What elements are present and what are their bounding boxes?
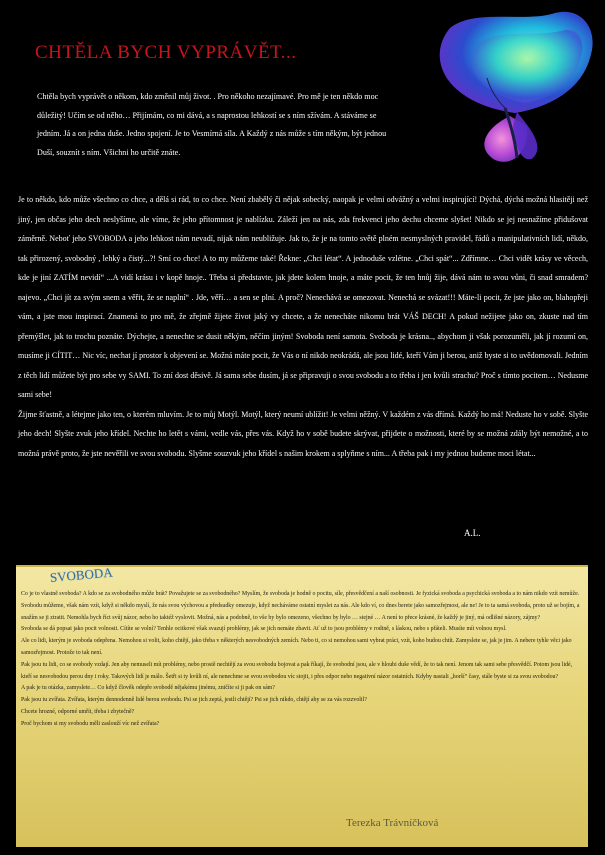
svoboda-panel bbox=[16, 565, 588, 847]
panel-paragraph: Proč bychom si my svobodu měli zaslouží víc než zvířata? bbox=[21, 720, 160, 727]
panel-paragraph: Chcete hrozné, odporné umřít, třeba i zbytečně? bbox=[21, 708, 135, 715]
panel-text bbox=[21, 589, 581, 731]
page-title: CHTĚLA BYCH VYPRÁVĚT... bbox=[35, 42, 297, 63]
panel-paragraph: Svoboda se dá popsat jako pocit volnosti. Cítíte se volní? Tenhle ocitkové však svazují problémy, jak se jich nemáte zbavit. Ať už to jsou problémy v rodině, s láskou, nebo s přáteli. Musíte mít volnou mysl. bbox=[21, 626, 507, 633]
panel-paragraph: Co je to vlastně svoboda? A kdo se za svobodného může brát? Považujete se za svobodného? Myslím, že svoboda je hodně o pocitu, síle, přesvědčení a naší osobnosti. Je fyzická svoboda a psychická svoboda a to nám nikdo vzít nemůže. Svobodu můžeme, však nám vzít, když si někdo myslí, že nás svou výchovou a předsudky omezuje, když necháváme ostatní myslet za nás. Ale kdo ví, co dnes berete jako samozřejmost, ale ne! Je to ta samá svoboda, proto už se bojím, a snažím se ji ztratit. Nemohla bych říct svůj názor, nebo ho taktéž vyslovit. Možná, nás a podobně, to vše by bylo omezeno, všechno by bylo … stejné … A není to přece krásné, že každý je jiný, má odlišné názory, zájmy? bbox=[21, 591, 580, 621]
panel-author: Terezka Trávníčková bbox=[346, 817, 439, 829]
signoff: A.L. bbox=[464, 528, 481, 538]
panel-paragraph: Pak jsou tu lidi, co se svobody vzdají. Jen aby nemuseli mít problémy, nebo prostě nechtějí za svou svobodu bojovat a pak říkají, že svobodní jsou, ale v hloubi duše vědí, že to tak není. Jenom tak sami sebe přesvědčí. Potom jsou lidé, kteří se nesvobodou perou dny i roky. Takových lidí je málo. Šetři si ty kvůli ní, ale nenechme se svou svobodou víc stojit, i přes odpor nebo negativní názor ostatních. Kdyby nastali „horší“ časy, stále byste si za svou svobodou? bbox=[21, 661, 573, 680]
panel-paragraph: A pak je tu otázka, zamyslete… Co když člověk odepře svobodě nějakému jinému, zničíte si ji pak on sám? bbox=[21, 685, 275, 692]
panel-paragraph: Pak jsou tu zvířata. Zvířata, kterým dennodenně lidé berou svobodu. Psi se jich zeptá, jestli chtějí? Psi se jich nikdo, chtějí aby se za vás rozzvolil? bbox=[21, 697, 367, 704]
panel-paragraph: Ale co lidi, kterým je svoboda odepřena. Nemohou si volit, koho chtějí, jako třeba v některých nesvobodných zemích. Nebo ti, co si nemohou sami vybrat práci, vzít, koho budou chtít. Zamyslete se, jak je jim. A nebere tyhle věci jako samozřejmost. Protože to tak není. bbox=[21, 638, 572, 656]
intro-text bbox=[37, 88, 397, 162]
intro-paragraph: Chtěla bych vyprávět o někom, kdo změnil můj život. . Pro někoho nezajímavé. Pro mě je ten někdo moc důležitý! Učím se od něho… Přijímám, co mi dává, a s naprostou lehkostí se s ním sžívám. A stáváme se jedním. Já a on jedna duše. Jedno spojení. Je to Vesmírná síla. A Každý z nás může s tím někým, být jednou Duší, souznít s ním. Všichni ho určitě znáte. bbox=[37, 92, 387, 157]
main-paragraph-2: Žijme šťastně, a létejme jako ten, o kterém mluvím. Je to můj Motýl. Motýl, který neumí ublížit! Je velmi něžný. V každém z vás dřímá. Každý ho má! Neduste ho v sobě. Slyšte jeho dech! Slyšte zvuk jeho křídel. Nechte ho letět s vámi, vedle vás, přes vás. Když ho v sobě budete skrývat, přijdete o možnosti, které by se možná zdály být nemožné, a to možná právě proto, že jste nevěřili ve svou svobodu. Slyšme souzvuk jeho křídel s našim krokem a splyňme s ním... A třeba pak i my jednou budeme moci létat... bbox=[18, 409, 588, 458]
butterfly-illustration bbox=[405, 8, 605, 168]
main-text bbox=[18, 190, 588, 463]
panel-title: SVOBODA bbox=[49, 564, 114, 585]
main-paragraph-1: Je to někdo, kdo může všechno co chce, a dělá si rád, to co chce. Není zbabělý či nějak sobecký, naopak je velmi odvážný a velmi inspirující! Dýchá, dýchá možná hlasitěji než jiný, jen občas jeho dech neslyšíme, ale víme, že jeho přítomnost je nablízku. Záleží jen na nás, zda frekvenci jeho dechu chceme slyšet! Nikdo se jej nesnažíme přidušovat záměrně. Neboť jeho SVOBODA a jeho lehkost nám nevadí, nijak nám neubližuje. Jak to, že je na tomto světě plném nesmyslných pravidel, řádů a manipulativních lidí, někdo, tak přirozený, svobodný , lehký a čistý...?! Smí co chce! A to my můžeme také! Řekne: „Chci létat“. A jednoduše vzlétne. „Chci spát“... Zdřímne… Chci vidět krásy ve věcech, kde je jiní ZATÍM nevidí“ ...A vidí krásu i v kopě hnoje.. Třeba si představte, jak jdete kolem hnoje, a máte pocit, že ten hnůj žije, dává nám to svou vůni, či snad smradem? najevo. „Chci jít za svým snem a věřit, že se naplní“ . Jde, věří… a sen se plní. A proč? Nenechává se omezovat. Nenechá se svázat!!! Máte-li pocit, že jste jako on, blahopřeji vám, a jste mou inspirací. Znamená to pro mě, že zřejmě žijete život jaký vy chcete, a že nenecháte nikomu brát VÁŠ DECH! A pokud nežijete jako on, zkuste nad tím přemýšlet, jak to trochu poznáte. Dýchejte, a nenechte se dusit někým, něčím jiným! Svoboda není samota. Svoboda je krásna.., abychom ji však porozuměli, jak jí rozumí on, musíme ji CÍTIT… Nic víc, nechat jí prostor k objevení se. Možná máte pocit, že Vás o ní nikdo neokrádá, ale jsou lidé, kteří Vám ji berou, aniž byste si to uvědomovali. Jedním z těch lidí můžete být pro sebe vy SAMI. To zní dost děsivě. Já sama sebe dusím, já se připravuji o svou svobodu a to třeba i jen kvůli strachu? Proč s tímto pocitem… Nedusme sami sebe! bbox=[18, 195, 588, 399]
